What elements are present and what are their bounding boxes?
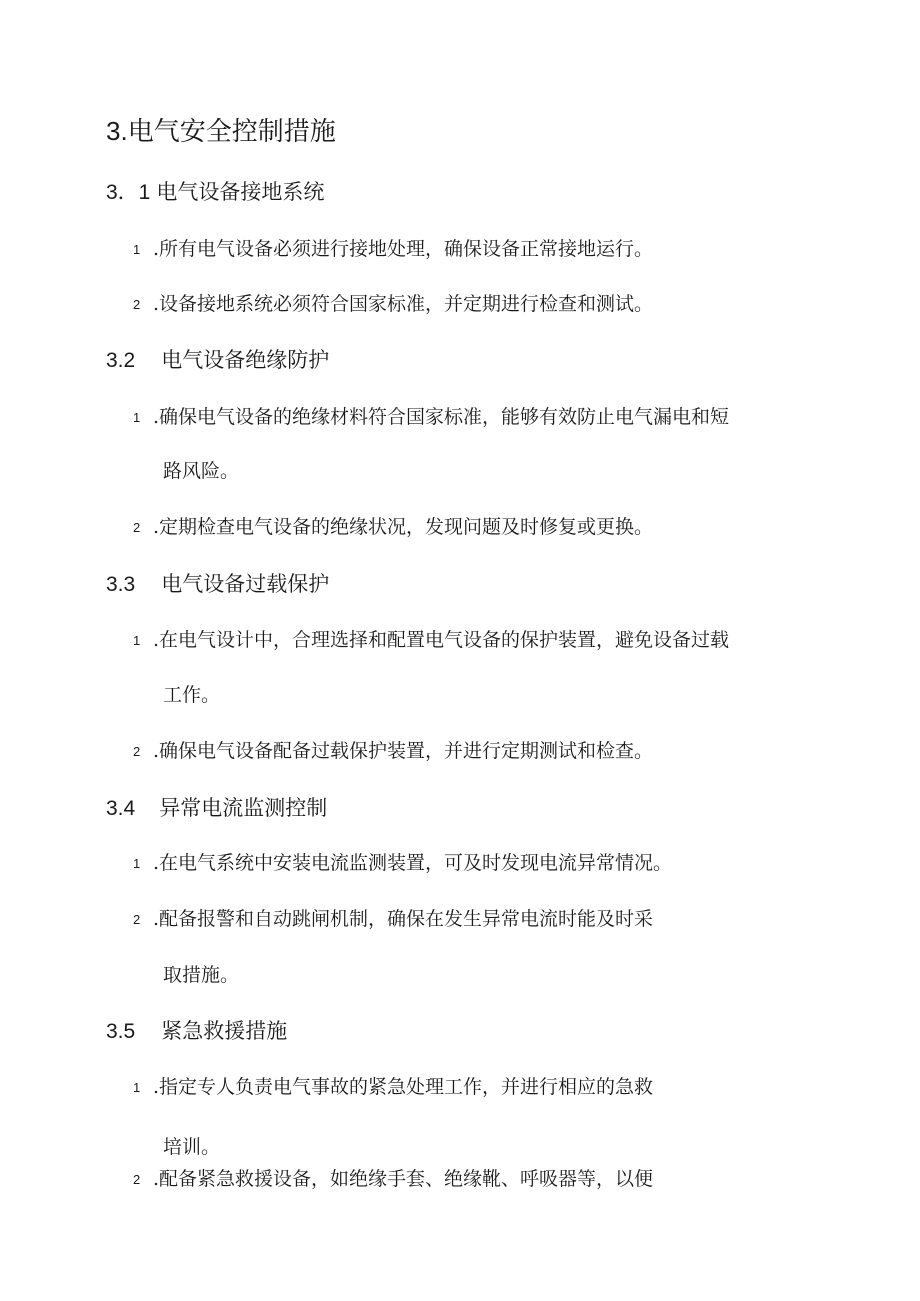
list-marker: 1 bbox=[133, 410, 141, 425]
list-item bbox=[133, 295, 653, 314]
list-item-text: 取措施。 bbox=[163, 964, 240, 986]
list-item-text: .在电气系统中安装电流监测装置，可及时发现电流异常情况。 bbox=[153, 852, 673, 874]
list-marker: 1 bbox=[133, 633, 141, 648]
subsection-title: 异常电流监测控制 bbox=[159, 796, 328, 820]
list-item-text: .设备接地系统必须符合国家标准，并定期进行检查和测试。 bbox=[153, 293, 654, 315]
list-item-text: .配备报警和自动跳闸机制，确保在发生异常电流时能及时采 bbox=[153, 908, 654, 930]
list-item-text: .确保电气设备的绝缘材料符合国家标准，能够有效防止电气漏电和短 bbox=[153, 406, 730, 428]
list-marker: 2 bbox=[133, 520, 141, 535]
list-marker: 1 bbox=[133, 1080, 141, 1095]
list-item-text: .配备紧急救援设备，如绝缘手套、绝缘靴、呼吸器等，以便 bbox=[153, 1168, 654, 1190]
subsection-title: 电气设备绝缘防护 bbox=[161, 348, 330, 372]
list-item-text: 培训。 bbox=[163, 1136, 221, 1158]
subsection-title: 电气设备过载保护 bbox=[161, 572, 330, 596]
list-item bbox=[133, 910, 653, 929]
section-heading bbox=[106, 118, 336, 145]
subsection-number: 3.2 bbox=[106, 349, 136, 372]
subsection-heading bbox=[106, 1021, 287, 1042]
list-item bbox=[133, 854, 672, 873]
list-item-continuation bbox=[163, 966, 239, 985]
list-item-continuation bbox=[163, 462, 239, 481]
list-item-text: .在电气设计中，合理选择和配置电气设备的保护装置，避免设备过载 bbox=[153, 629, 730, 651]
list-marker: 1 bbox=[133, 242, 141, 257]
list-marker: 2 bbox=[133, 744, 141, 759]
list-item-text: 路风险。 bbox=[163, 460, 240, 482]
subsection-number: 3.3 bbox=[106, 573, 136, 596]
section-number: 3. bbox=[106, 116, 128, 146]
list-item-continuation bbox=[163, 1138, 220, 1157]
list-marker: 2 bbox=[133, 1172, 141, 1187]
list-item-text: .确保电气设备配备过载保护装置，并进行定期测试和检查。 bbox=[153, 740, 654, 762]
section-title: 电气安全控制措施 bbox=[127, 117, 336, 147]
list-item bbox=[133, 742, 653, 761]
list-item-text: .定期检查电气设备的绝缘状况，发现问题及时修复或更换。 bbox=[153, 516, 654, 538]
list-item bbox=[133, 631, 729, 650]
subsection-number: 3.4 bbox=[106, 797, 136, 820]
list-item bbox=[133, 1170, 653, 1189]
subsection-title: 紧急救援措施 bbox=[161, 1019, 288, 1043]
subsection-heading bbox=[106, 798, 327, 819]
list-marker: 1 bbox=[133, 856, 141, 871]
subsection-heading bbox=[106, 182, 324, 203]
subsection-number: 3．1 bbox=[106, 181, 151, 204]
subsection-heading bbox=[106, 350, 329, 371]
list-marker: 2 bbox=[133, 297, 141, 312]
list-item-text: .所有电气设备必须进行接地处理，确保设备正常接地运行。 bbox=[153, 238, 654, 260]
subsection-heading bbox=[106, 574, 329, 595]
list-item bbox=[133, 408, 729, 427]
list-item bbox=[133, 518, 653, 537]
list-item-text: .指定专人负责电气事故的紧急处理工作，并进行相应的急救 bbox=[153, 1076, 654, 1098]
list-item bbox=[133, 240, 653, 259]
subsection-number: 3.5 bbox=[106, 1020, 136, 1043]
list-item-continuation bbox=[163, 686, 220, 705]
subsection-title: 电气设备接地系统 bbox=[156, 180, 325, 204]
list-item-text: 工作。 bbox=[163, 684, 221, 706]
list-marker: 2 bbox=[133, 912, 141, 927]
list-item bbox=[133, 1078, 653, 1097]
